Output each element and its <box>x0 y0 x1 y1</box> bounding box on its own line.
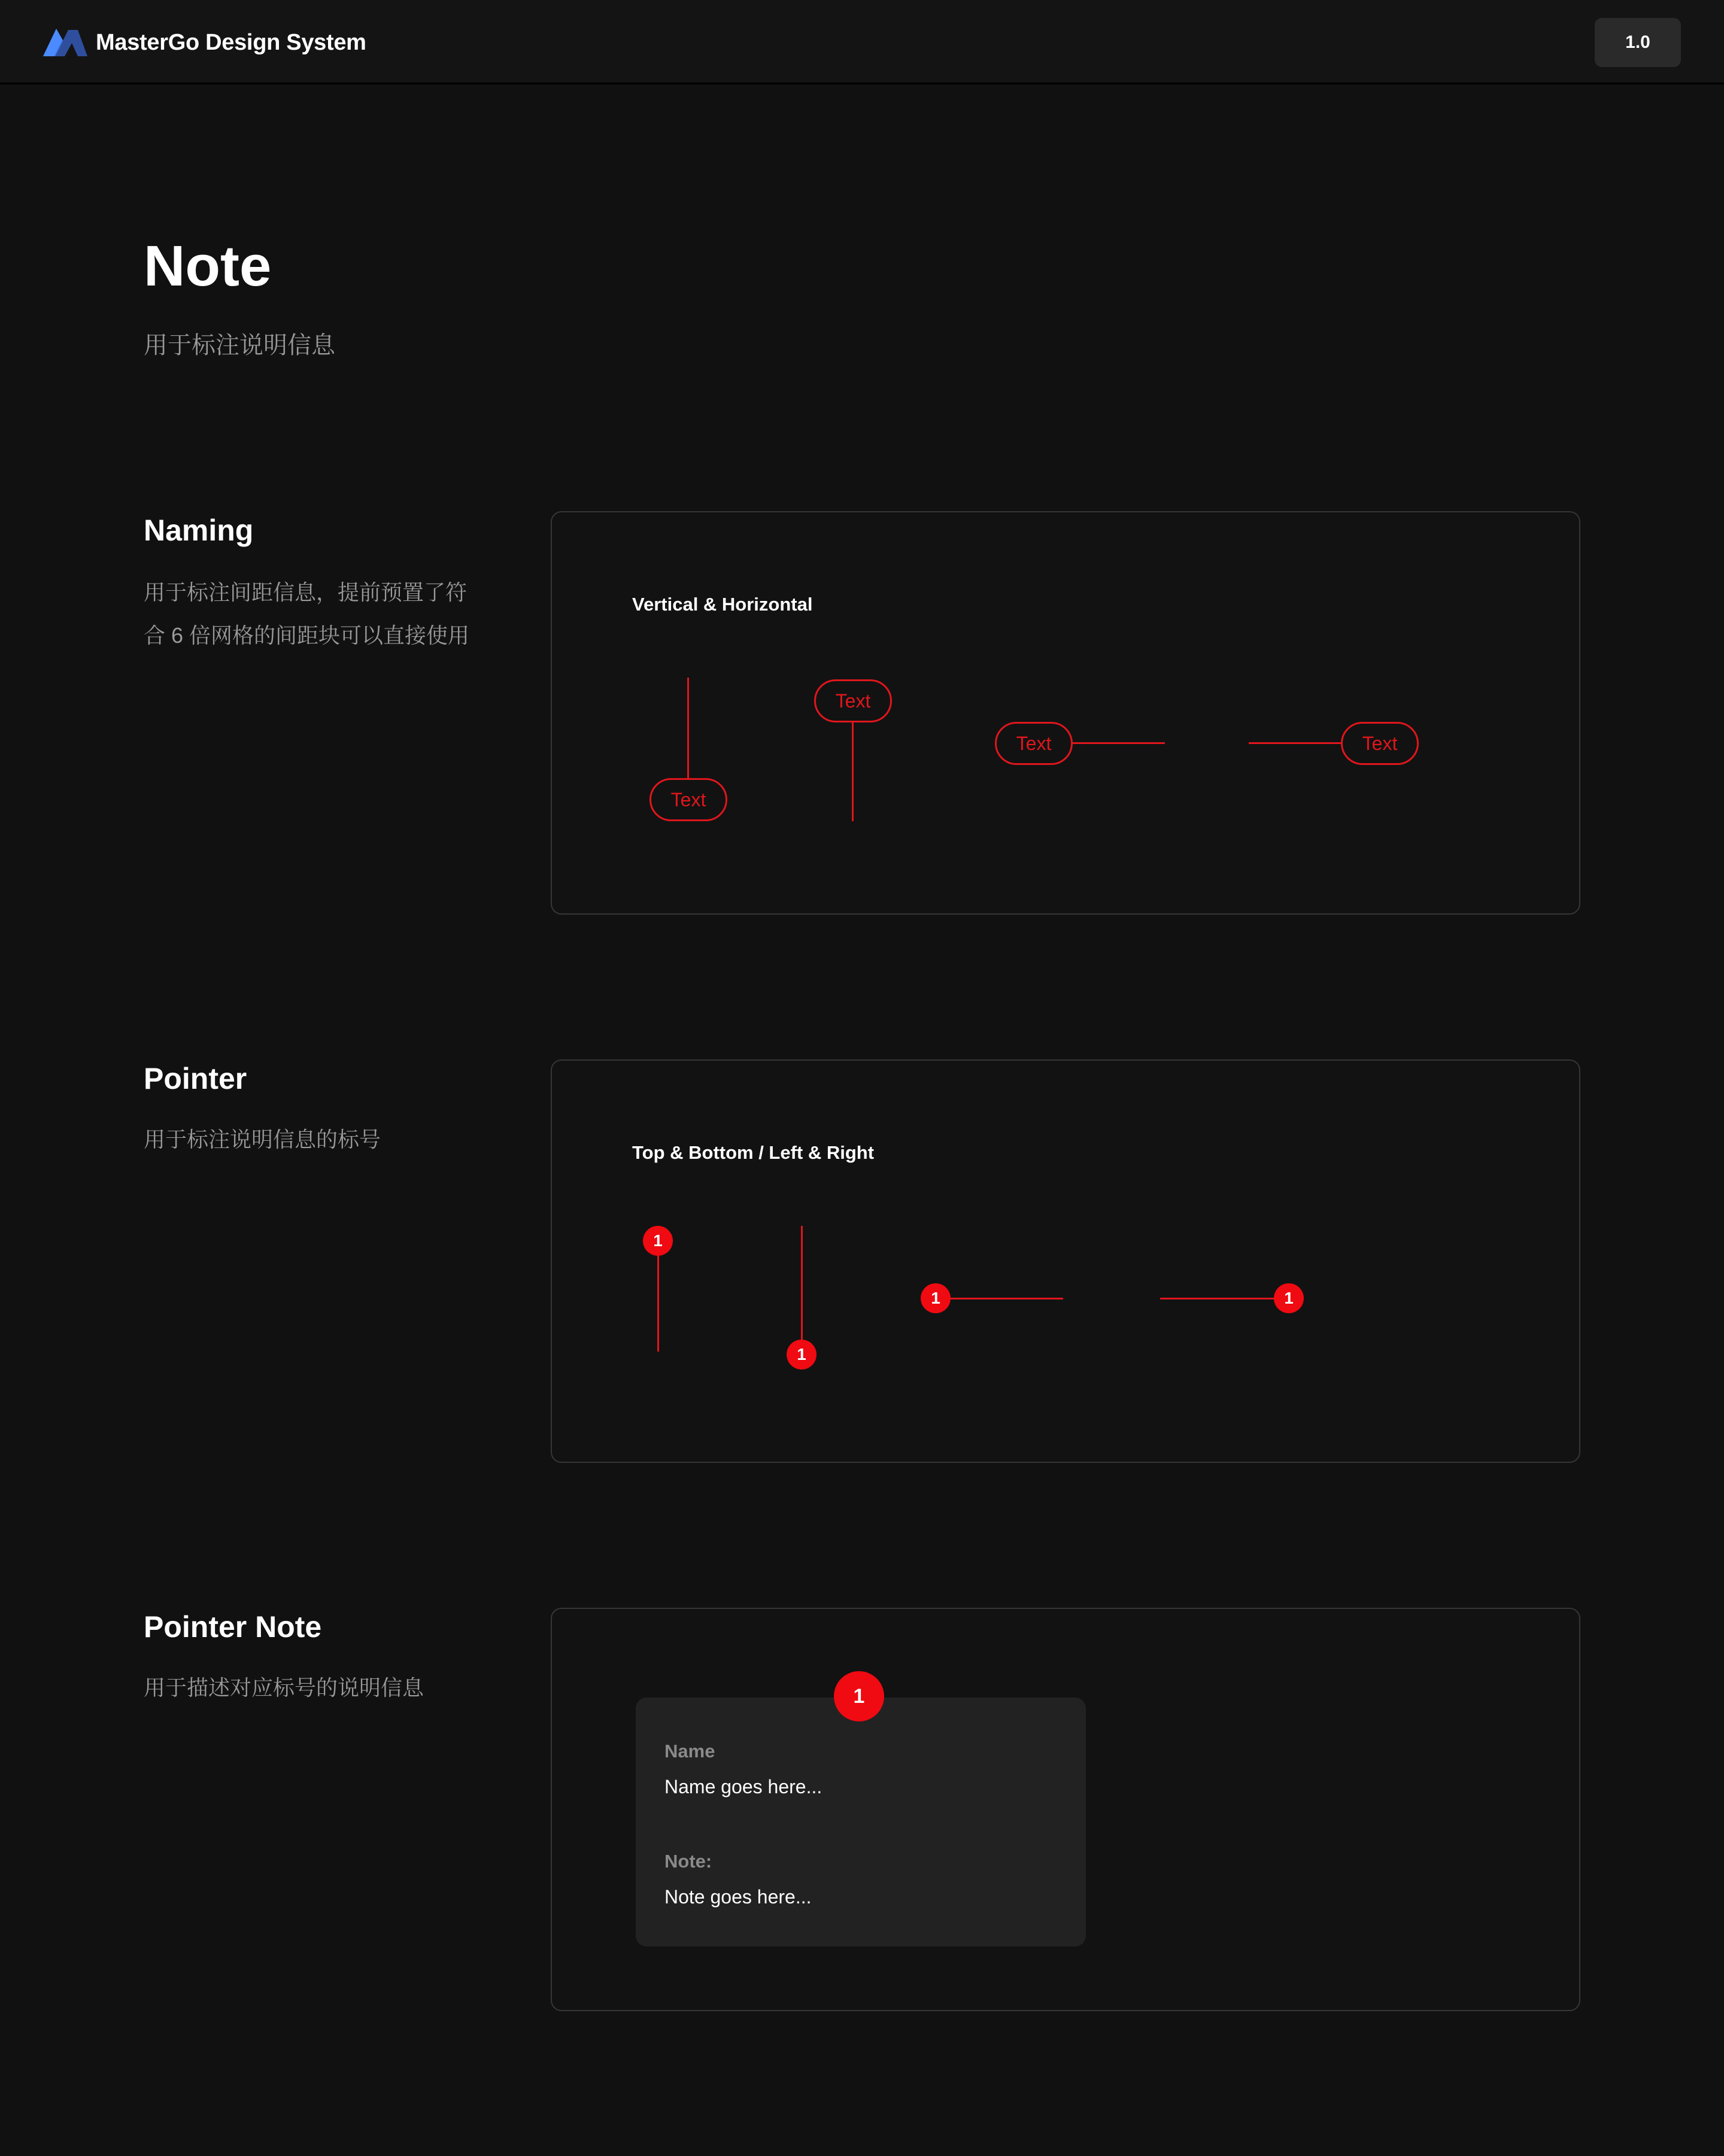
brand-name[interactable]: MasterGo Design System <box>96 30 366 55</box>
naming-line-vertical-bottom <box>852 718 854 821</box>
version-badge[interactable]: 1.0 <box>1595 18 1681 67</box>
section-desc-pointer: 用于标注说明信息的标号 <box>144 1127 381 1152</box>
section-title-naming: Naming <box>144 514 254 547</box>
naming-tag-right[interactable]: Text <box>1341 722 1419 765</box>
section-title-pointer: Pointer <box>144 1062 247 1095</box>
panel-label: Top & Bottom / Left & Right <box>632 1142 875 1163</box>
pointer-marker-right[interactable]: 1 <box>1274 1283 1304 1313</box>
note-note-value: Note goes here... <box>664 1886 812 1908</box>
pointer-note-marker[interactable]: 1 <box>834 1671 884 1721</box>
naming-panel <box>551 511 1580 915</box>
section-title-pointer-note: Pointer Note <box>144 1610 322 1644</box>
note-note-label: Note: <box>664 1851 712 1872</box>
pointer-marker-top[interactable]: 1 <box>643 1226 673 1256</box>
naming-line-vertical-top <box>687 678 689 781</box>
note-name-value: Name goes here... <box>664 1776 822 1797</box>
section-desc-line: 用于标注间距信息，提前预置了符 <box>144 580 468 605</box>
naming-tag-left[interactable]: Text <box>995 722 1073 765</box>
naming-line-horizontal-left <box>1249 742 1344 744</box>
naming-line-horizontal-right <box>1067 742 1165 744</box>
panel-label: Vertical & Horizontal <box>632 594 813 615</box>
pointer-line-bottom <box>801 1226 803 1352</box>
pointer-marker-left[interactable]: 1 <box>921 1283 951 1313</box>
mastergo-logo-icon[interactable] <box>42 26 89 57</box>
page-title: Note <box>144 234 272 298</box>
section-desc-line: 合 6 倍网格的间距块可以直接使用 <box>144 623 470 648</box>
section-desc-pointer-note: 用于描述对应标号的说明信息 <box>144 1675 424 1700</box>
section-desc-naming <box>144 571 491 657</box>
top-bar <box>0 0 1724 84</box>
naming-tag-bottom[interactable]: Text <box>649 778 727 821</box>
page-subtitle: 用于标注说明信息 <box>144 332 335 359</box>
pointer-line-left <box>935 1298 1063 1299</box>
pointer-note-panel <box>551 1608 1580 2011</box>
pointer-line-right <box>1160 1298 1288 1299</box>
pointer-panel <box>551 1059 1580 1463</box>
naming-tag-top[interactable]: Text <box>814 679 892 722</box>
pointer-note-card[interactable] <box>636 1685 1086 1947</box>
pointer-marker-bottom[interactable]: 1 <box>787 1340 817 1369</box>
note-name-label: Name <box>664 1741 715 1762</box>
